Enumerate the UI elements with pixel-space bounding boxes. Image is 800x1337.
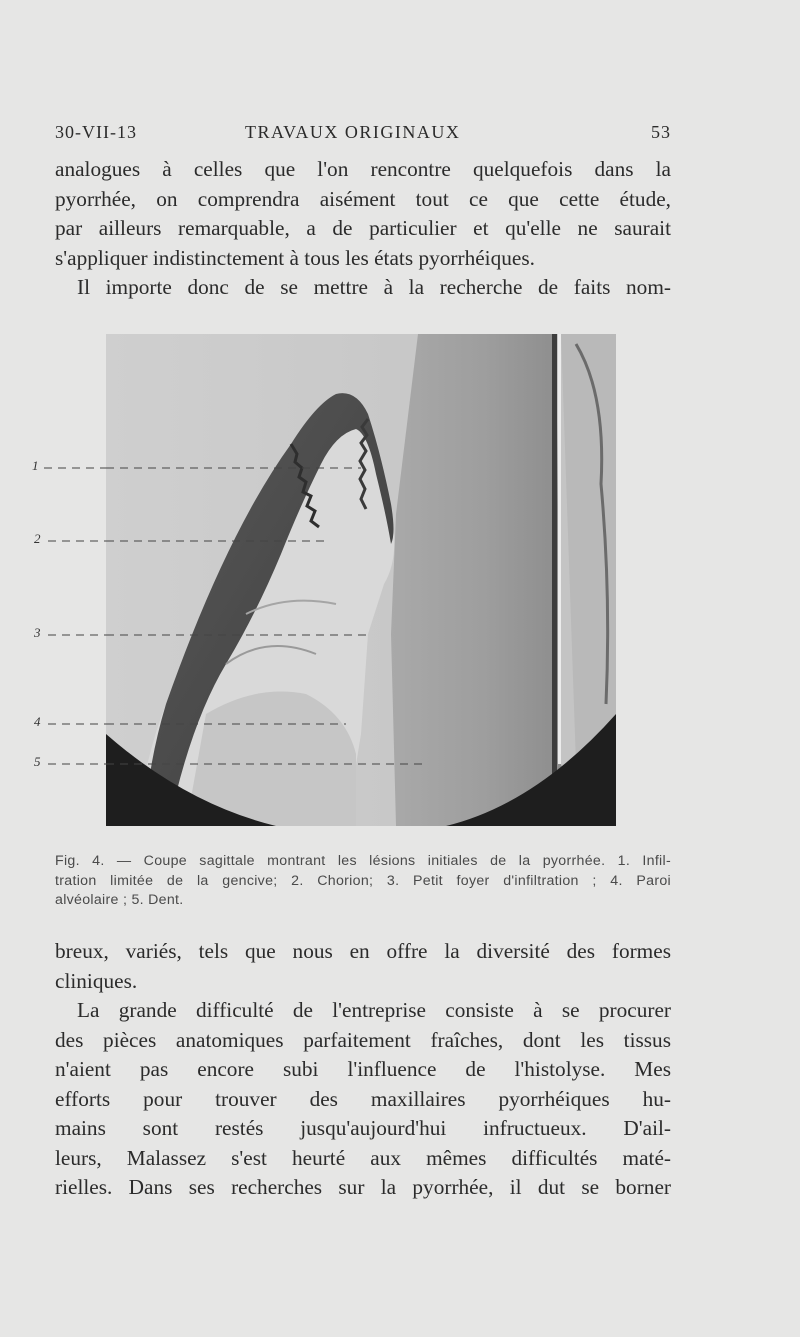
figure-label-2: 2	[34, 531, 41, 546]
page-number: 53	[651, 122, 671, 142]
text-line: analogues à celles que l'on rencontre quelquefois dans la	[55, 157, 671, 181]
text-line: n'aient pas encore subi l'influence de l'histolyse. Mes	[55, 1057, 671, 1081]
text-line: rielles. Dans ses recherches sur la pyorrhée, il dut se borner	[55, 1175, 671, 1199]
figure-leader-lines	[40, 334, 106, 826]
text-line: pyorrhée, on comprendra aisément tout ce que cette étude,	[55, 186, 671, 211]
body-text-top	[55, 155, 671, 303]
text-line: s'appliquer indistinctement à tous les états pyorrhéiques.	[55, 245, 535, 270]
histology-figure	[106, 334, 616, 826]
figure-caption	[55, 852, 671, 911]
body-text-bottom	[55, 937, 671, 1203]
figure-label-1: 1	[32, 458, 39, 473]
caption-line: Fig. 4. — Coupe sagittale montrant les lésions initiales de la pyorrhée. 1. Infil-	[55, 853, 671, 869]
text-line: breux, variés, tels que nous en offre la diversité des formes	[55, 939, 671, 963]
text-line: La grande difficulté de l'entreprise consiste à se procurer	[77, 998, 671, 1022]
header-date: 30-VII-13	[55, 122, 137, 142]
text-line: efforts pour trouver des maxillaires pyorrhéiques hu-	[55, 1086, 671, 1111]
text-line: mains sont restés jusqu'aujourd'hui infructueux. D'ail-	[55, 1116, 671, 1140]
micrograph-image	[106, 334, 616, 826]
text-line: Il importe donc de se mettre à la recherche de faits nom-	[77, 275, 671, 299]
caption-line: tration limitée de la gencive; 2. Chorion; 3. Petit foyer d'infiltration ; 4. Paroi	[55, 872, 671, 889]
text-line: des pièces anatomiques parfaitement fraîches, dont les tissus	[55, 1027, 671, 1052]
caption-line: alvéolaire ; 5. Dent.	[55, 892, 184, 908]
figure-label-4: 4	[34, 714, 41, 729]
text-line: leurs, Malassez s'est heurté aux mêmes difficultés maté-	[55, 1145, 671, 1170]
text-line: cliniques.	[55, 968, 138, 993]
figure-label-5: 5	[34, 754, 41, 769]
text-line: par ailleurs remarquable, a de particulier et qu'elle ne saurait	[55, 216, 671, 240]
running-head	[55, 122, 671, 148]
figure-label-3: 3	[34, 625, 41, 640]
header-section-title: TRAVAUX ORIGINAUX	[245, 122, 461, 142]
